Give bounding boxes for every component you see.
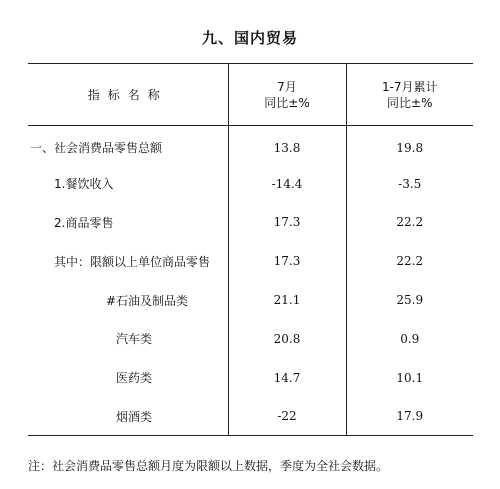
table-row <box>28 164 473 203</box>
row-month-value: 21.1 <box>228 281 346 320</box>
row-cumulative-value: 10.1 <box>396 370 424 385</box>
table-row <box>28 319 473 358</box>
table-row <box>28 203 473 242</box>
footnote: 注：社会消费品零售总额月度为限额以上数据，季度为全社会数据。 <box>28 459 389 473</box>
trade-table <box>28 63 473 436</box>
header-month-label: 7月 <box>277 79 297 94</box>
header-cumulative-label: 1-7月累计 <box>381 79 438 94</box>
row-name: 医药类 <box>116 371 153 386</box>
row-month-value: 17.3 <box>228 242 346 281</box>
row-month-value: 20.8 <box>228 319 346 358</box>
row-cumulative-value: -3.5 <box>398 176 422 191</box>
header-month-yoy <box>228 64 346 126</box>
row-month-value: 14.7 <box>228 358 346 397</box>
row-name: 烟酒类 <box>28 397 228 436</box>
row-month-value: -14.4 <box>228 164 346 203</box>
header-cumulative-yoy <box>346 64 473 126</box>
row-name: 1.餐饮收入 <box>54 177 114 192</box>
header-month-unit: 同比±% <box>264 95 310 110</box>
row-name: 一、社会消费品零售总额 <box>30 141 163 156</box>
row-cumulative-value: 22.2 <box>396 215 424 230</box>
table-row <box>28 281 473 320</box>
table-header-row <box>28 64 473 126</box>
row-cumulative-value: 0.9 <box>400 331 420 346</box>
row-name: 2.商品零售 <box>54 215 114 230</box>
row-cumulative-value: 25.9 <box>396 293 424 308</box>
trade-table-container <box>28 63 473 436</box>
row-cumulative-value: 22.2 <box>396 254 424 269</box>
table-row <box>28 358 473 397</box>
row-month-value: 13.8 <box>228 126 346 165</box>
row-cumulative-value: 17.9 <box>346 397 473 436</box>
row-name: 汽车类 <box>116 332 153 347</box>
row-month-value: -22 <box>228 397 346 436</box>
row-name: 其中：限额以上单位商品零售 <box>54 254 211 269</box>
header-cumulative-unit: 同比±% <box>387 95 433 110</box>
row-month-value: 17.3 <box>228 203 346 242</box>
page-title: 九、国内贸易 <box>201 29 298 47</box>
row-name: #石油及制品类 <box>106 293 189 308</box>
table-row <box>28 242 473 281</box>
row-cumulative-value: 19.8 <box>396 140 424 155</box>
table-row <box>28 397 473 436</box>
table-row <box>28 126 473 165</box>
header-indicator-name: 指标名称 <box>28 64 228 126</box>
